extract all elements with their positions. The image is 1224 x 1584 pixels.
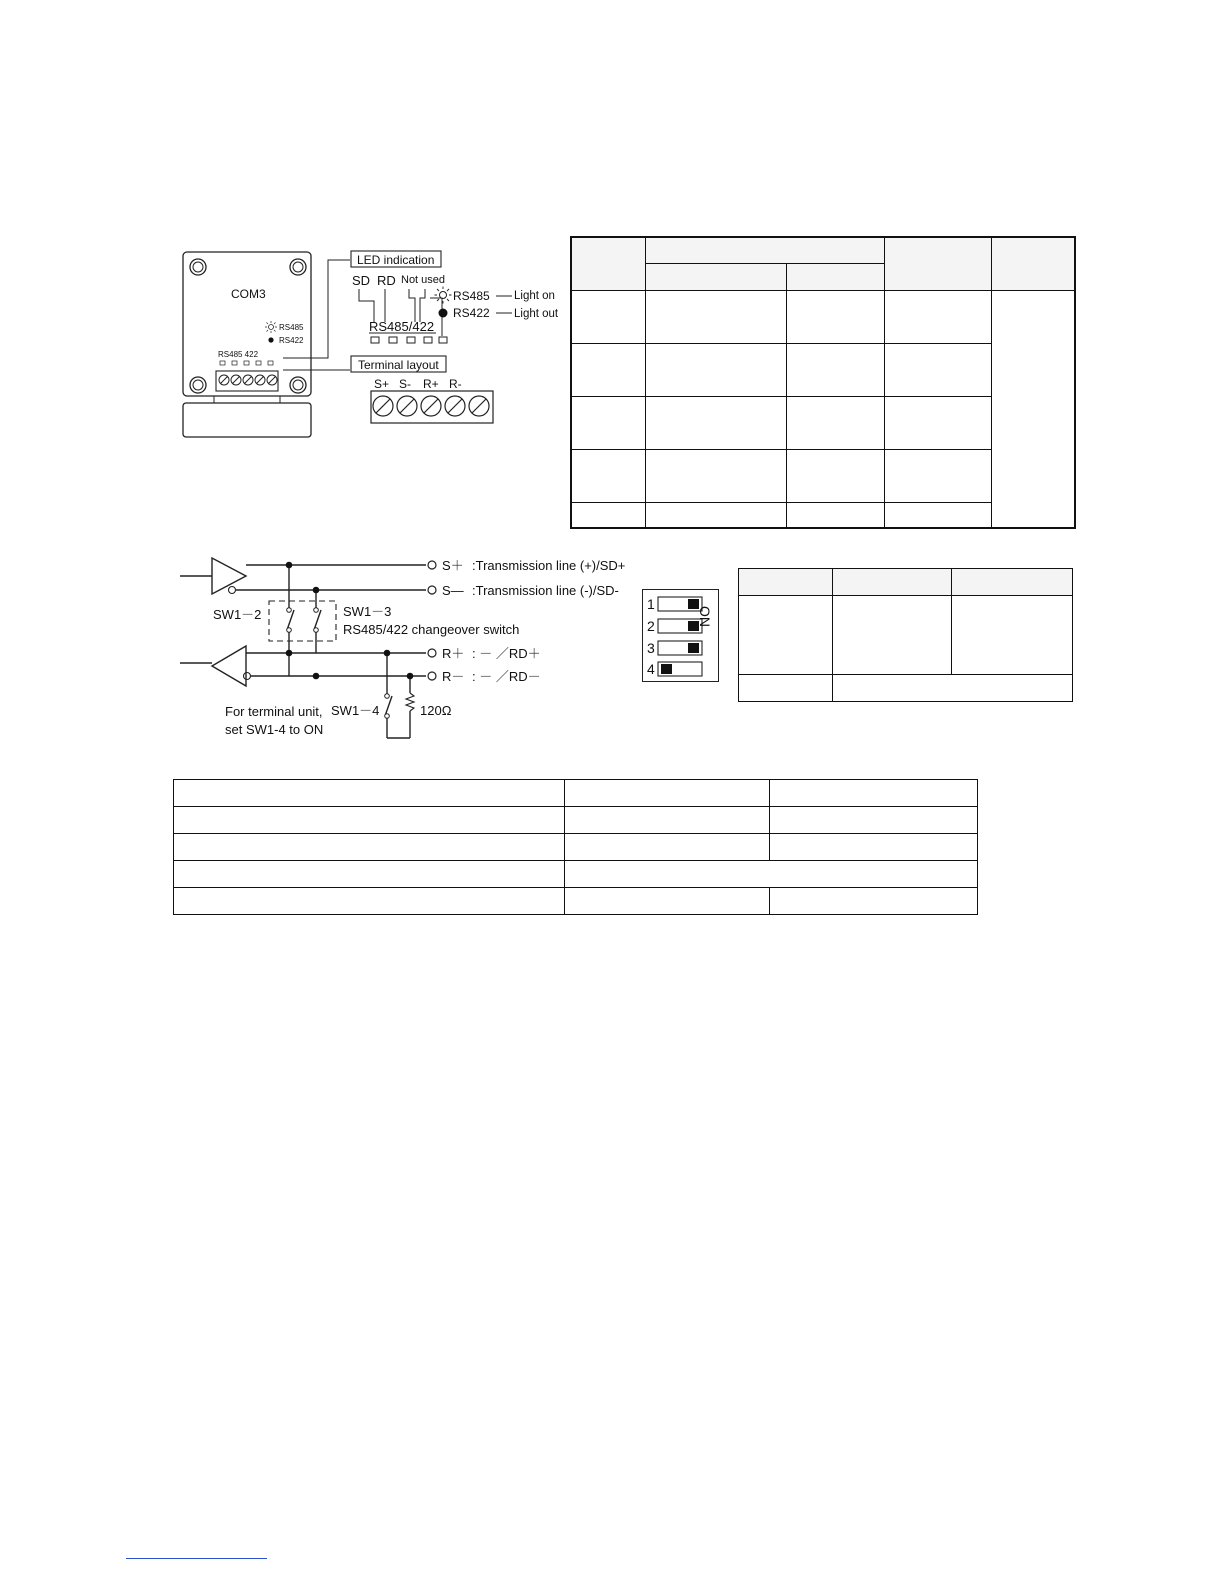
led-sd-label: SD — [352, 273, 371, 288]
terminal-label-r-plus: R+ — [423, 377, 439, 391]
dip-position-2: 2 — [647, 618, 655, 634]
table-cell — [645, 237, 884, 263]
table-cell — [786, 502, 884, 528]
table-cell — [786, 396, 884, 449]
module-connector-block — [183, 403, 311, 437]
table-cell — [770, 807, 978, 834]
table-row — [174, 807, 978, 834]
legend-light-out: Light out — [514, 308, 559, 320]
table-row — [739, 569, 1073, 596]
table-row — [174, 834, 978, 861]
sw1-2-label: SW1－2 — [213, 607, 262, 622]
table-cell — [645, 449, 786, 502]
table-cell — [991, 237, 1075, 290]
table-cell — [832, 569, 952, 596]
table-row — [571, 237, 1075, 263]
table-cell — [786, 263, 884, 290]
terminal-block — [371, 391, 493, 423]
terminal-node-icon — [428, 561, 436, 680]
dip-switch — [642, 589, 720, 683]
s-minus-desc: :Transmission line (-)/SD- — [472, 583, 619, 598]
table-cell — [884, 290, 991, 343]
led-indication-title: LED indication — [357, 253, 435, 267]
resistor-label: 120Ω — [420, 703, 452, 718]
table-cell — [832, 596, 952, 675]
led-row-indicators — [371, 337, 447, 343]
table-cell — [174, 807, 565, 834]
table-cell — [564, 807, 770, 834]
table-cell — [952, 596, 1073, 675]
receiver-amp-icon — [212, 646, 246, 686]
led-off-icon — [268, 337, 273, 342]
rs485-circuit-diagram — [178, 548, 638, 744]
module-label: COM3 — [231, 287, 266, 301]
table-cell — [571, 343, 645, 396]
r-plus-desc: : － ／RD＋ — [472, 646, 541, 661]
table-cell — [564, 834, 770, 861]
dip-position-4: 4 — [647, 661, 655, 677]
junction-dots — [286, 562, 414, 680]
table-cell — [884, 502, 991, 528]
table-cell — [739, 675, 833, 702]
dip-position-3: 3 — [647, 640, 655, 656]
sw1-3-label: SW1－3 — [343, 604, 392, 619]
table-cell — [786, 290, 884, 343]
table-cell — [770, 888, 978, 915]
table-cell — [884, 237, 991, 290]
com3-module-diagram — [170, 238, 570, 443]
table-cell — [571, 502, 645, 528]
terminal-label-s-minus: S- — [399, 377, 411, 391]
table-row — [739, 596, 1073, 675]
legend-rs485: RS485 — [453, 289, 490, 303]
table-row — [174, 888, 978, 915]
footnote-separator — [126, 1558, 267, 1559]
led-group-label: RS485/422 — [369, 319, 435, 334]
spec-table-bottom — [173, 779, 978, 915]
terminal-note-line2: set SW1-4 to ON — [225, 722, 324, 737]
table-cell — [645, 396, 786, 449]
table-cell — [991, 290, 1075, 528]
table-cell — [645, 263, 786, 290]
table-row — [174, 861, 978, 888]
table-cell — [645, 290, 786, 343]
table-cell — [571, 290, 645, 343]
terminal-layout-title: Terminal layout — [358, 358, 439, 372]
r-minus-label: R－ — [442, 669, 465, 684]
s-plus-desc: :Transmission line (+)/SD+ — [472, 558, 626, 573]
module-terminal-group-label: RS485 422 — [218, 350, 259, 359]
table-cell — [832, 675, 1072, 702]
s-plus-label: S＋ — [442, 558, 464, 573]
table-cell — [174, 834, 565, 861]
led-rd-label: RD — [377, 273, 396, 288]
light-on-icon — [435, 287, 452, 304]
table-cell — [884, 343, 991, 396]
table-cell — [564, 888, 770, 915]
legend-light-on: Light on — [514, 290, 555, 302]
module-led-rs422: RS422 — [279, 336, 304, 345]
table-row — [174, 780, 978, 807]
table-cell — [571, 396, 645, 449]
table-cell — [739, 569, 833, 596]
table-cell — [571, 449, 645, 502]
terminal-label-s-plus: S+ — [374, 377, 390, 391]
table-cell — [564, 780, 770, 807]
table-cell — [770, 834, 978, 861]
table-row — [739, 675, 1073, 702]
sw1-4-label: SW1－4 — [331, 703, 380, 718]
light-out-icon — [439, 309, 448, 318]
table-cell — [174, 861, 565, 888]
dip-switch-table — [738, 568, 1073, 702]
changeover-switch-label: RS485/422 changeover switch — [343, 622, 520, 637]
table-cell — [739, 596, 833, 675]
table-cell — [174, 888, 565, 915]
module-led-rs485: RS485 — [279, 323, 304, 332]
r-minus-desc: : － ／RD－ — [472, 669, 541, 684]
table-cell — [786, 449, 884, 502]
table-cell — [571, 237, 645, 290]
table-cell — [884, 449, 991, 502]
table-cell — [884, 396, 991, 449]
table-cell — [786, 343, 884, 396]
s-minus-label: S— — [442, 583, 464, 598]
terminal-note-line1: For terminal unit, — [225, 704, 323, 719]
dip-position-1: 1 — [647, 596, 655, 612]
table-row — [571, 290, 1075, 343]
led-not-used-label: Not used — [401, 274, 446, 286]
table-cell — [645, 343, 786, 396]
legend-rs422: RS422 — [453, 306, 490, 320]
r-plus-label: R＋ — [442, 646, 465, 661]
dip-on-label: ON — [697, 606, 713, 627]
table-cell — [174, 780, 565, 807]
table-cell — [645, 502, 786, 528]
led-spec-table — [570, 236, 1076, 529]
table-cell — [952, 569, 1073, 596]
terminal-label-r-minus: R- — [449, 377, 462, 391]
table-cell — [564, 861, 978, 888]
table-cell — [770, 780, 978, 807]
